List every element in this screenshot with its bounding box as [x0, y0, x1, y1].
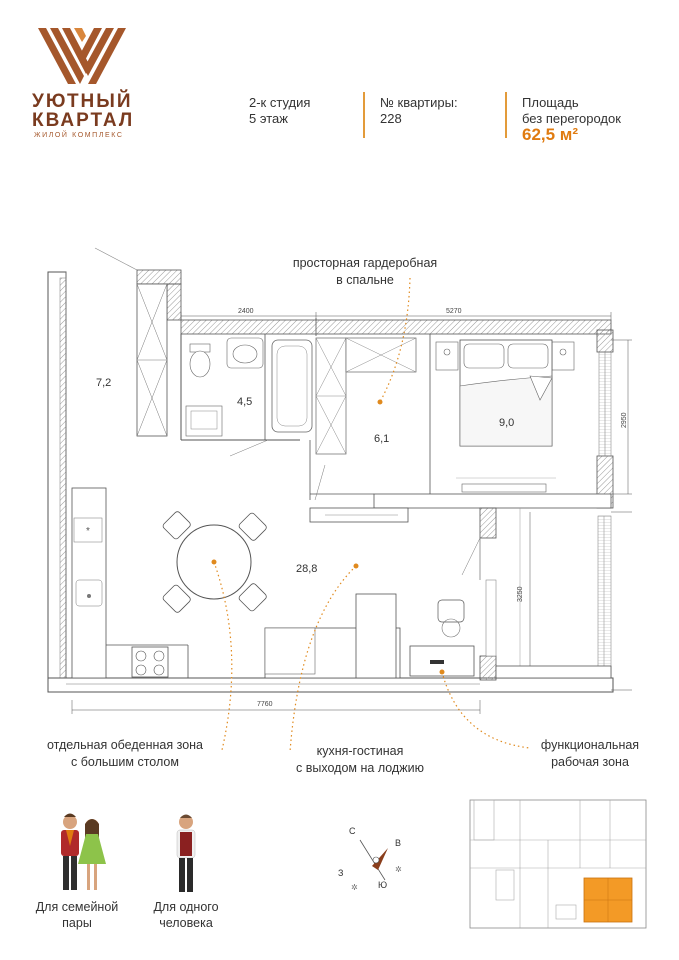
callout-dining-line2: с большим столом — [71, 755, 179, 769]
compass-north: С — [349, 826, 356, 836]
callout-workzone-line1: функциональная — [540, 738, 640, 752]
couple-label-line2: пары — [62, 916, 92, 930]
dimension-bottom-label: 7760 — [257, 701, 273, 708]
room-bedroom-area: 9,0 — [499, 417, 515, 429]
sofa — [265, 594, 400, 678]
bedroom — [436, 340, 574, 492]
dimension-right-upper: 2950 — [621, 412, 628, 428]
brand-name-line2: КВАРТАЛ — [32, 110, 135, 131]
callout-dining-line1: отдельная обеденная зона — [46, 738, 203, 752]
callout-dot-wardrobe — [378, 400, 383, 405]
callout-dot-dining — [212, 560, 217, 565]
single-person-icon — [177, 815, 195, 893]
couple-label-line1: Для семейной — [35, 900, 119, 914]
dimension-top-left: 2400 — [238, 308, 254, 315]
callout-living-line2: с выходом на лоджию — [296, 761, 424, 775]
apartment-type: 2-к студия — [249, 95, 311, 110]
floor-label: 5 этаж — [249, 111, 288, 126]
dimension-top-right: 5270 — [446, 308, 462, 315]
bedroom-bottom-wall — [374, 494, 611, 508]
svg-text:*: * — [86, 526, 90, 537]
left-wall — [48, 272, 66, 680]
dimension-right-lower: 3250 — [517, 586, 524, 602]
floor-location-map — [470, 800, 646, 928]
compass-east: В — [395, 838, 402, 848]
brand-subtitle: ЖИЛОЙ КОМПЛЕКС — [34, 132, 124, 139]
couple-label — [22, 899, 132, 931]
loggia — [480, 508, 632, 690]
callout-wardrobe-line2: в спальне — [336, 273, 394, 287]
bottom-wall — [48, 678, 613, 692]
hall-wardrobe — [137, 270, 181, 436]
area-label-line1: Площадь — [522, 95, 579, 110]
apartment-number-label: № квартиры: — [380, 95, 458, 110]
callout-dot-living — [354, 564, 359, 569]
compass-west: З — [338, 868, 344, 878]
room-hall-area: 7,2 — [96, 377, 112, 389]
room-wardrobe-area: 6,1 — [374, 433, 390, 445]
couple-icon — [61, 814, 106, 891]
compass-sun-icon: ✲ — [395, 865, 402, 874]
work-desk — [410, 600, 474, 676]
compass-south: Ю — [378, 880, 388, 890]
callout-workzone-line2: рабочая зона — [551, 755, 629, 769]
brand-name-line1: УЮТНЫЙ — [32, 91, 133, 112]
single-label-line1: Для одного — [153, 900, 219, 914]
compass — [338, 826, 402, 892]
callout-dot-workzone — [440, 670, 445, 675]
single-label — [136, 899, 236, 931]
area-label-line2: без перегородок — [522, 111, 621, 126]
room-living-area: 28,8 — [296, 563, 318, 575]
callout-wardrobe-line1: просторная гардеробная — [292, 256, 438, 270]
callout-living-line1: кухня-гостиная — [316, 744, 404, 758]
room-bath-area: 4,5 — [237, 396, 253, 408]
apartment-number-value: 228 — [380, 111, 402, 126]
area-value: 62,5 м² — [522, 125, 579, 144]
bathroom — [181, 334, 312, 456]
kitchen — [72, 488, 188, 678]
dimension-bottom — [72, 700, 480, 714]
compass-sun-icon: ✲ — [351, 883, 358, 892]
single-label-line2: человека — [159, 916, 213, 930]
entrance-door-swing — [95, 248, 137, 270]
top-wall — [181, 318, 611, 336]
